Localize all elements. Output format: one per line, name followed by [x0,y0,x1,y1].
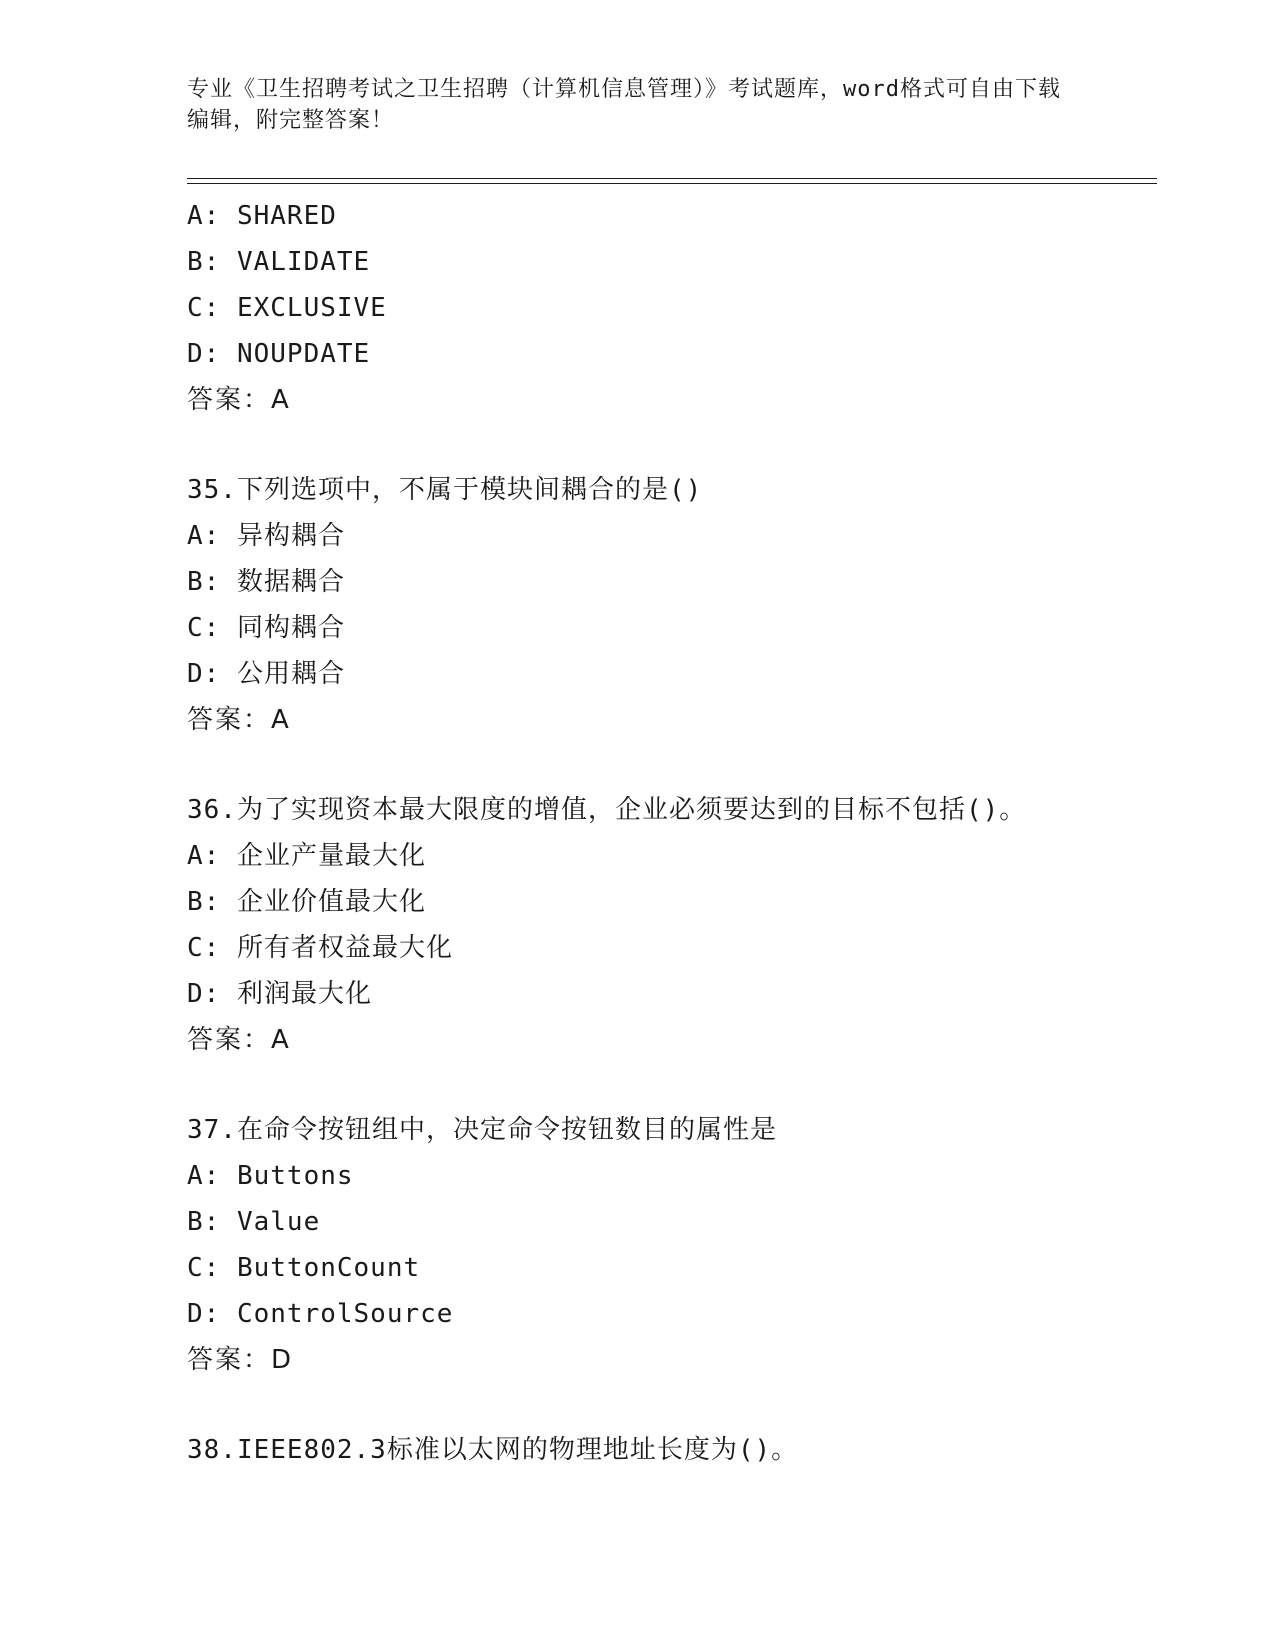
option-c: C: EXCLUSIVE [187,293,387,323]
question-block-38 [187,1427,1157,1473]
option-c: C: 同构耦合 [187,613,345,643]
question-text: 36.为了实现资本最大限度的增值，企业必须要达到的目标不包括()。 [187,795,1027,825]
option-a: A: 异构耦合 [187,521,345,551]
option-a: A: Buttons [187,1161,354,1191]
question-list [187,193,1157,1517]
question-text: 35.下列选项中，不属于模块间耦合的是() [187,475,703,505]
answer-line: 答案：A [187,1025,291,1055]
question-block-34 [187,193,1157,423]
option-a: A: 企业产量最大化 [187,841,426,871]
question-block-35 [187,467,1157,743]
option-d: D: ControlSource [187,1299,454,1329]
answer-line: 答案：D [187,1345,294,1375]
option-b: B: 数据耦合 [187,567,345,597]
answer-line: 答案：A [187,385,291,415]
option-b: B: 企业价值最大化 [187,887,426,917]
question-block-37 [187,1107,1157,1383]
answer-line: 答案：A [187,705,291,735]
option-a: A: SHARED [187,201,337,231]
option-d: D: 公用耦合 [187,659,345,689]
question-text: 37.在命令按钮组中，决定命令按钮数目的属性是 [187,1115,777,1145]
option-c: C: ButtonCount [187,1253,421,1283]
option-b: B: VALIDATE [187,247,371,277]
question-block-36 [187,787,1157,1063]
question-text: 38.IEEE802.3标准以太网的物理地址长度为()。 [187,1435,799,1465]
option-d: D: NOUPDATE [187,339,371,369]
option-c: C: 所有者权益最大化 [187,933,453,963]
header-divider-bottom [187,183,1157,184]
option-d: D: 利润最大化 [187,979,372,1009]
header-divider-top [187,178,1157,179]
document-intro: 专业《卫生招聘考试之卫生招聘（计算机信息管理）》考试题库，word格式可自由下载编辑，附完整答案！ [187,77,1061,133]
option-b: B: Value [187,1207,321,1237]
